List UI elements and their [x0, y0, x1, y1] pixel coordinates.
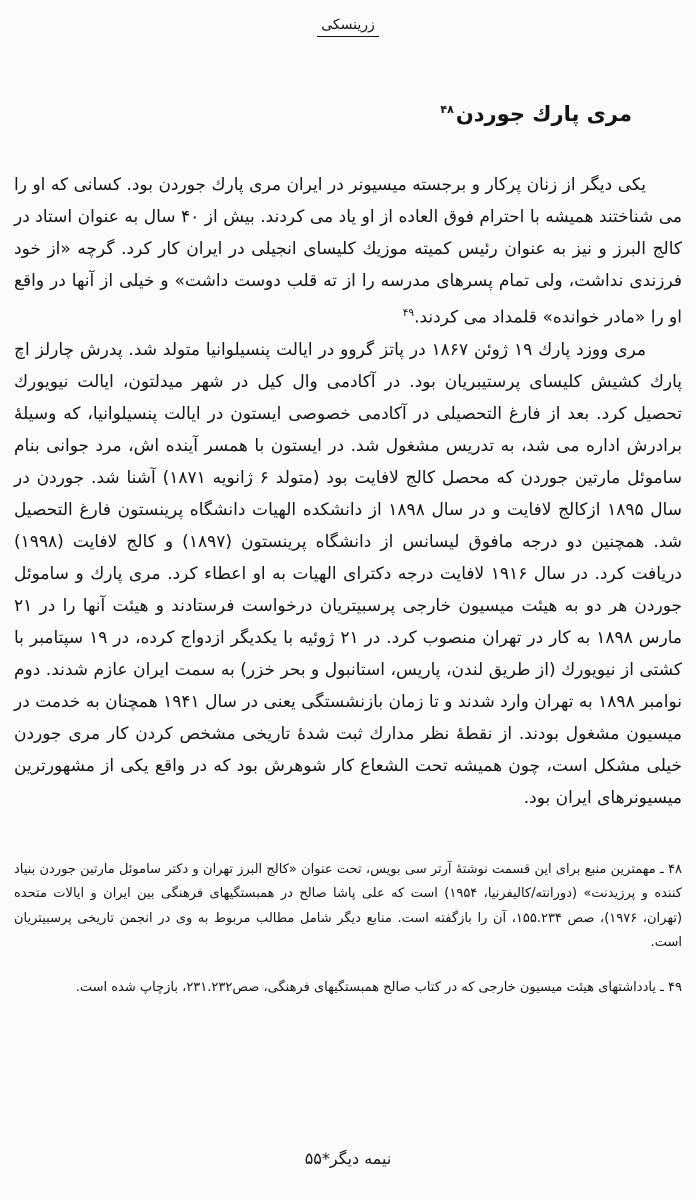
paragraph-2 — [14, 334, 682, 814]
paragraph-1-text: يكى ديگر از زنان پركار و برجسته ميسيونر در ايران مرى پارك جوردن بود. كسانى كه او را مى شناختند هميشه با احترام فوق العاده از او ياد مى كردند. بيش از ۴۰ سال به عنوان استاد در كالج البرز و نيز به عنوان رئيس كميته موزيك كليساى انجيلى در ايران كار كرد. گرچه «از خود فرزندى نداشت، ولى تمام پسرهاى مدرسه را از ته قلب دوست داشت» و خيلى از آنها در واقع او را «مادر خوانده» قلمداد مى كردند. — [14, 175, 682, 328]
running-header — [14, 16, 682, 37]
title-footnote-ref: ۴۸ — [440, 103, 454, 116]
footnote-49-text: يادداشتهاى هيئت ميسيون خارجى كه در كتاب صالح همبستگيهاى فرهنگى، صص۲۳۱.۲۳۲، بازچاپ شده است. — [75, 979, 656, 995]
journal-footer-text: نيمه ديگر*۵۵ — [304, 1149, 392, 1168]
article-body — [14, 169, 682, 814]
page-title — [14, 95, 682, 129]
journal-footer — [0, 1148, 696, 1170]
paragraph-1-footnote-ref: ۴۹ — [402, 307, 415, 319]
footnote-49 — [14, 976, 682, 1001]
footnote-48-number: ۴۸ ـ — [659, 861, 682, 877]
page-title-text: مرى پارك جوردن — [455, 102, 632, 126]
running-header-author: زرينسكى — [317, 16, 379, 37]
paragraph-1 — [14, 169, 682, 334]
footnote-48-text: مهمترين منبع براى اين قسمت نوشتهٔ آرتر سى بويس، تحت عنوان «كالج البرز تهران و دكتر ساموئل مارتين جوردن بنياد كننده و پرزيدنت» (دورانته/كاليفرنيا، ۱۹۵۴) است كه على پاشا صالح در همبستگيهاى فرهنگى بين ايران و ايالات متحده (تهران، ۱۹۷۶)، صص ۱۵۵.۲۳۴، آن را بازگفته است. منابع ديگر شامل مطالب مربوط به وى در انجمن تاريخى پرسبيتريان است. — [14, 861, 683, 951]
footnotes-section — [14, 858, 682, 1001]
paragraph-2-text: مرى ووزد پارك ۱۹ ژوئن ۱۸۶۷ در پاتز گروو در ايالت پنسيلوانيا متولد شد. پدرش چارلز اچ پارك كشيش كليساى پرستيبريان بود. در آكادمى وال كيل در شهر ميدلتون، ايالت نيويورك تحصيل كرد. بعد از فارغ التحصيلى در آكادمى خصوصى ايستون در ايالت پنسيلوانيا، كه وسيلهٔ برادرش اداره مى شد، به تدريس مشغول شد. در ايستون با همسر آينده اش، مرد جوانى بنام ساموئل مارتين جوردن كه محصل كالج لافايت بود (متولد ۶ ژانويه ۱۸۷۱) آشنا شد. جوردن در سال ۱۸۹۵ ازكالج لافايت و در سال ۱۸۹۸ از دانشكده الهيات دانشگاه پرينستون فارغ التحصيل شد. همچنين دو درجه مافوق ليسانس از دانشگاه پرينستون (۱۸۹۷) و كالج لافايت (۱۹۹۸) دريافت كرد. در سال ۱۹۱۶ لافايت درجه دكتراى الهيات به او اعطاء كرد. مرى پارك و ساموئل جوردن هر دو به هيئت ميسيون خارجى پرسبيتريان درخواست فرستادند و هيئت آنها را در ۲۱ مارس ۱۸۹۸ به كار در تهران منصوب كرد. در ۲۱ ژوئيه با يكديگر ازدواج كرده، در ۱۹ سپتامبر با كشتى از نيويورك (از طريق لندن، پاريس، استانبول و بحر خزر) به سمت ايران عازم شدند. دوم نوامبر ۱۸۹۸ به تهران وارد شدند و تا زمان بازنشستگى يعنى در سال ۱۹۴۱ همچنان به خدمت در ميسيون مشغول بودند. از نقطهٔ نظر مدارك ثبت شدهٔ تاريخى مشخص كردن كار مرى جوردن خيلى مشكل است، چون هميشه تحت الشعاع كار شوهرش بود كه در واقع يكى از مشهورترين ميسيونرهاى ايران بود. — [14, 339, 683, 808]
footnote-48 — [14, 858, 682, 956]
footnote-49-number: ۴۹ ـ — [660, 979, 682, 995]
